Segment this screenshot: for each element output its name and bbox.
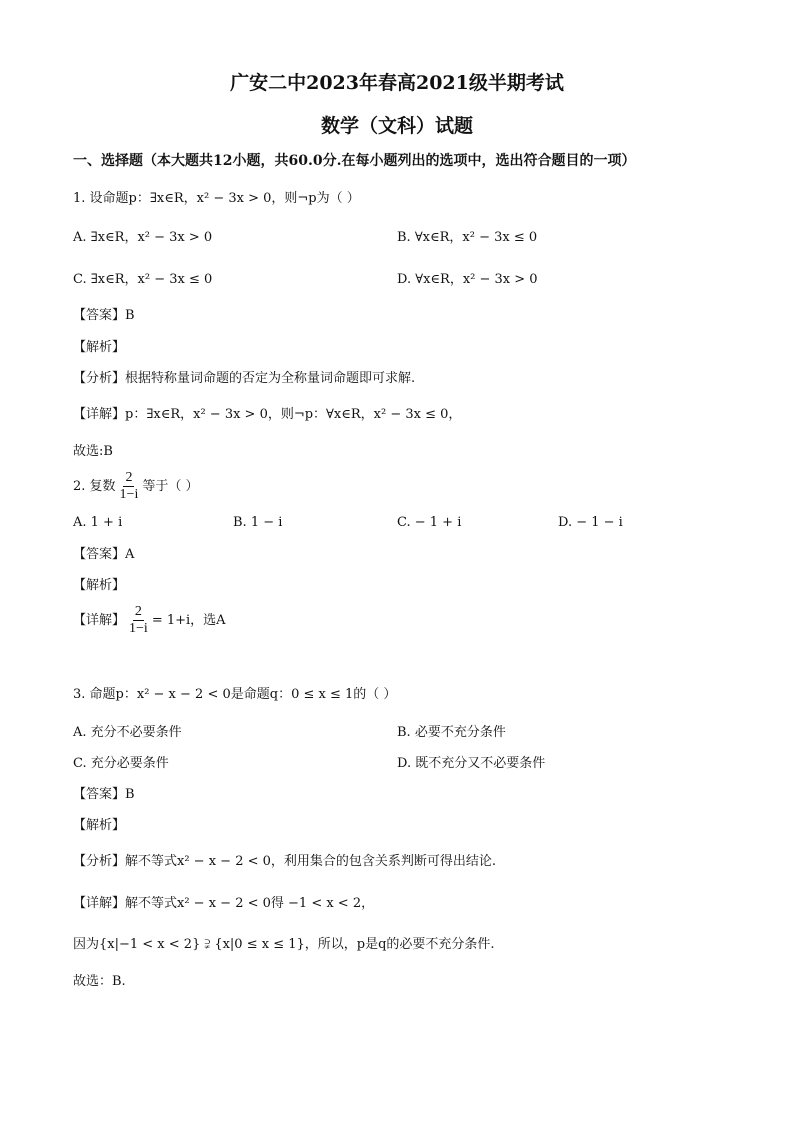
q3-jiexi: 【解析】 [73, 818, 126, 833]
q2-answer: 【答案】A [73, 547, 135, 562]
q1-answer: 【答案】B [73, 308, 135, 323]
q1-option-d: D. ∀x∈R，x² − 3x > 0 [397, 272, 538, 287]
section-heading: 一、选择题（本大题共12小题，共60.0分.在每小题列出的选项中，选出符合题目的一项） [73, 153, 636, 169]
q1-option-a: A. ∃x∈R，x² − 3x > 0 [73, 230, 213, 245]
q2-option-b: B. 1 − i [233, 515, 283, 530]
q2-option-c: C. − 1 + i [397, 515, 462, 530]
q1-fenxi: 【分析】根据特称量词命题的否定为全称量词命题即可求解. [73, 371, 416, 386]
q3-option-c: C. 充分必要条件 [73, 756, 169, 771]
page-title: 广安二中2023年春高2021级半期考试 [230, 72, 564, 94]
q3-conclusion: 故选：B. [73, 974, 126, 989]
q2-xiangjie-denominator: 1−i [129, 621, 148, 636]
q2-fraction-denominator: 1−i [119, 487, 139, 502]
q2-xiangjie-suffix: = 1+i，选A [151, 612, 226, 628]
q2-option-d: D. − 1 − i [558, 515, 623, 530]
q2-xiangjie-numerator: 2 [134, 604, 142, 619]
q3-because: 因为{x|−1 < x < 2} ⫌ {x|0 ≤ x ≤ 1}，所以，p是q的必要不充分条件. [73, 937, 495, 952]
page-subtitle: 数学（文科）试题 [320, 115, 473, 137]
q3-option-b: B. 必要不充分条件 [397, 725, 506, 740]
q1-xiangjie: 【详解】p：∃x∈R，x² − 3x > 0，则¬p：∀x∈R，x² − 3x ≤ 0， [73, 407, 462, 422]
q2-xiangjie-fraction [127, 604, 150, 637]
q1-conclusion: 故选:B [73, 444, 113, 459]
q3-option-a: A. 充分不必要条件 [73, 725, 182, 740]
q3-option-d: D. 既不充分又不必要条件 [397, 756, 546, 771]
q2-jiexi: 【解析】 [73, 578, 126, 593]
q1-stem: 1. 设命题p：∃x∈R，x² − 3x > 0，则¬p为（ ） [73, 191, 360, 206]
q1-option-b: B. ∀x∈R，x² − 3x ≤ 0 [397, 230, 538, 245]
q3-answer: 【答案】B [73, 787, 135, 802]
q3-stem: 3. 命题p：x² − x − 2 < 0是命题q：0 ≤ x ≤ 1的（ ） [73, 687, 397, 702]
q2-stem [73, 470, 198, 503]
q1-option-c: C. ∃x∈R，x² − 3x ≤ 0 [73, 272, 213, 287]
q1-jiexi: 【解析】 [73, 340, 126, 355]
q2-fraction-numerator: 2 [125, 470, 133, 485]
q3-xiangjie: 【详解】解不等式x² − x − 2 < 0得 −1 < x < 2， [73, 896, 375, 911]
q2-xiangjie [73, 604, 226, 637]
q2-option-a: A. 1 + i [73, 515, 123, 530]
q2-fraction [118, 470, 141, 503]
q2-xiangjie-prefix: 【详解】 [73, 612, 126, 628]
q2-stem-suffix: 等于（ ） [142, 478, 199, 494]
q3-fenxi: 【分析】解不等式x² − x − 2 < 0，利用集合的包含关系判断可得出结论. [73, 854, 497, 869]
q2-stem-prefix: 2. 复数 [73, 478, 116, 494]
